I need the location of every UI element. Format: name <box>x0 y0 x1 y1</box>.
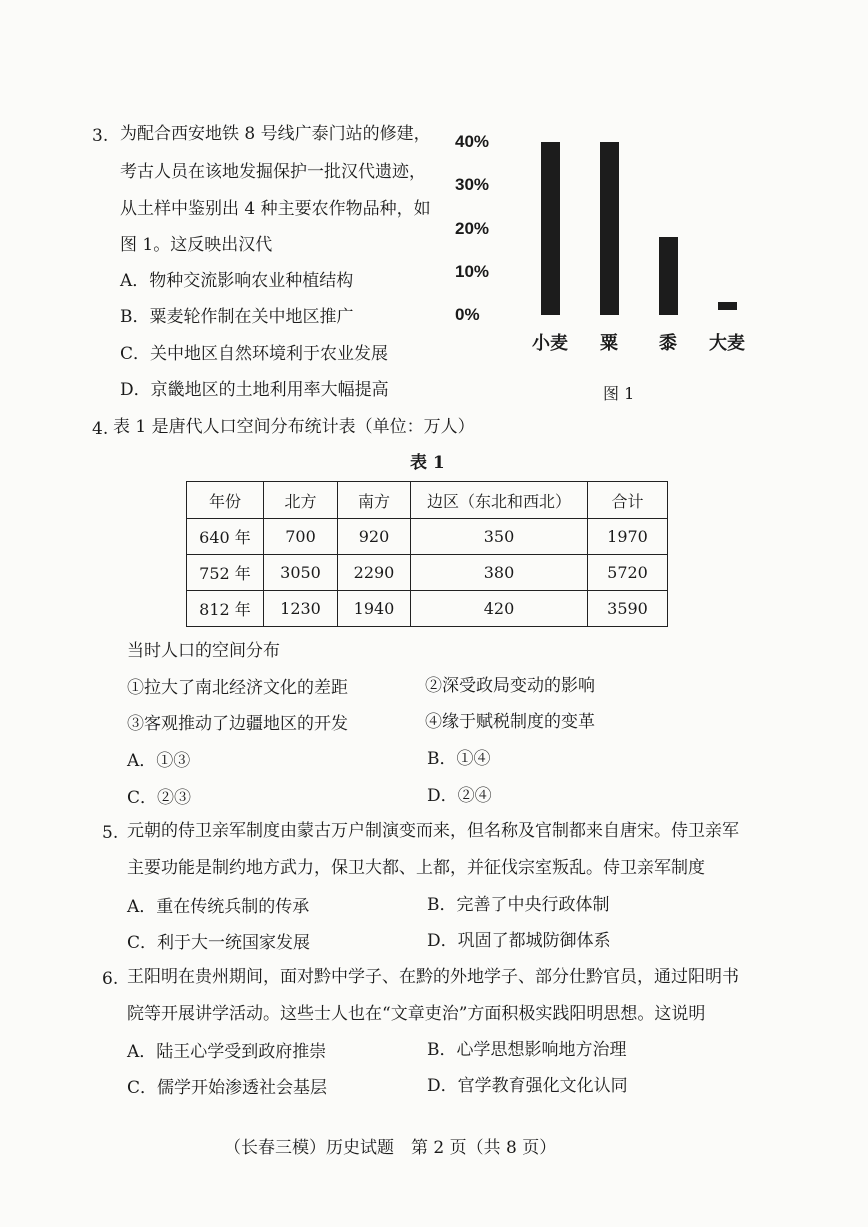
table-cell: 2290 <box>338 555 411 591</box>
table-header-cell: 南方 <box>338 482 411 519</box>
y-tick-label: 0% <box>455 305 480 324</box>
table-cell: 812 年 <box>187 591 264 627</box>
statement-3: ③客观推动了边疆地区的开发 <box>127 714 348 734</box>
option-d: D．京畿地区的土地利用率大幅提高 <box>120 380 389 400</box>
page-footer: （长春三模）历史试题 第 2 页（共 8 页） <box>224 1138 557 1158</box>
y-tick-label: 10% <box>455 261 490 281</box>
option-a: A．重在传统兵制的传承 <box>127 897 310 917</box>
y-tick-label: 40% <box>455 132 490 151</box>
table-header-cell: 边区（东北和西北） <box>411 482 588 519</box>
table-cell: 3050 <box>264 555 338 591</box>
table-cell: 1230 <box>264 591 338 627</box>
table-header-cell: 年份 <box>187 482 264 519</box>
option-b: B．粟麦轮作制在关中地区推广 <box>120 307 354 327</box>
x-tick-label: 黍 <box>659 333 677 354</box>
question-number: 3. <box>92 126 109 146</box>
option-d: D．②④ <box>427 786 492 806</box>
bar-chart <box>455 120 785 410</box>
question-number: 4. <box>92 419 109 439</box>
statement-4: ④缘于赋税制度的变革 <box>425 712 595 732</box>
x-tick-label: 粟 <box>600 333 618 354</box>
table-cell: 752 年 <box>187 555 264 591</box>
question-text-line: 主要功能是制约地方武力，保卫大都、上都，并征伐宗室叛乱。侍卫亲军制度 <box>127 858 705 878</box>
question-text-line: 元朝的侍卫亲军制度由蒙古万户制演变而来，但名称及官制都来自唐宋。侍卫亲军 <box>127 821 739 841</box>
table-cell: 350 <box>411 519 588 555</box>
option-a: A．物种交流影响农业种植结构 <box>120 271 354 291</box>
option-d: D．官学教育强化文化认同 <box>427 1076 628 1096</box>
question-text-line: 从土样中鉴别出 4 种主要农作物品种，如 <box>120 199 431 219</box>
statement-2: ②深受政局变动的影响 <box>425 676 595 696</box>
option-b: B．完善了中央行政体制 <box>427 895 610 915</box>
question-text-line: 王阳明在贵州期间，面对黔中学子、在黔的外地学子、部分仕黔官员，通过阳明书 <box>127 967 739 987</box>
table-cell: 3590 <box>588 591 668 627</box>
bar-大麦 <box>718 302 737 310</box>
option-b: B．①④ <box>427 749 491 769</box>
option-a: A．陆王心学受到政府推崇 <box>127 1042 327 1062</box>
statement-1: ①拉大了南北经济文化的差距 <box>127 678 348 698</box>
question-number: 5. <box>102 823 119 843</box>
bar-小麦 <box>541 142 560 315</box>
table-header-row <box>187 482 668 519</box>
figure-caption: 图 1 <box>603 384 635 403</box>
question-prompt: 当时人口的空间分布 <box>127 641 280 661</box>
option-c: C．利于大一统国家发展 <box>127 933 311 953</box>
question-text-line: 考古人员在该地发掘保护一批汉代遗迹， <box>120 162 426 182</box>
question-text-line: 为配合西安地铁 8 号线广泰门站的修建， <box>120 124 431 144</box>
option-b: B．心学思想影响地方治理 <box>427 1040 627 1060</box>
question-text-line: 院等开展讲学活动。这些士人也在“文章吏治”方面积极实践阳明思想。这说明 <box>127 1004 706 1024</box>
table-row <box>187 591 668 627</box>
table-cell: 380 <box>411 555 588 591</box>
y-tick-label: 30% <box>455 175 490 195</box>
x-tick-label: 大麦 <box>709 333 745 354</box>
table-row <box>187 555 668 591</box>
table-cell: 1970 <box>588 519 668 555</box>
table-cell: 1940 <box>338 591 411 627</box>
population-table <box>186 481 668 627</box>
table-cell: 420 <box>411 591 588 627</box>
table-row <box>187 519 668 555</box>
bar-粟 <box>600 142 619 315</box>
option-d: D．巩固了都城防御体系 <box>427 931 611 951</box>
question-number: 6. <box>102 969 119 989</box>
option-c: C．关中地区自然环境利于农业发展 <box>120 344 389 364</box>
table-header-cell: 合计 <box>588 482 668 519</box>
table-cell: 5720 <box>588 555 668 591</box>
option-c: C．②③ <box>127 788 192 808</box>
x-tick-label: 小麦 <box>532 333 568 354</box>
table-cell: 700 <box>264 519 338 555</box>
y-tick-label: 20% <box>455 218 490 238</box>
option-a: A．①③ <box>127 751 191 771</box>
table-title: 表 1 <box>410 453 445 473</box>
table-header-cell: 北方 <box>264 482 338 519</box>
question-stem: 表 1 是唐代人口空间分布统计表（单位：万人） <box>113 417 475 437</box>
option-c: C．儒学开始渗透社会基层 <box>127 1078 328 1098</box>
table-cell: 640 年 <box>187 519 264 555</box>
question-text-line: 图 1。这反映出汉代 <box>120 235 273 255</box>
bar-黍 <box>659 237 678 315</box>
table-cell: 920 <box>338 519 411 555</box>
